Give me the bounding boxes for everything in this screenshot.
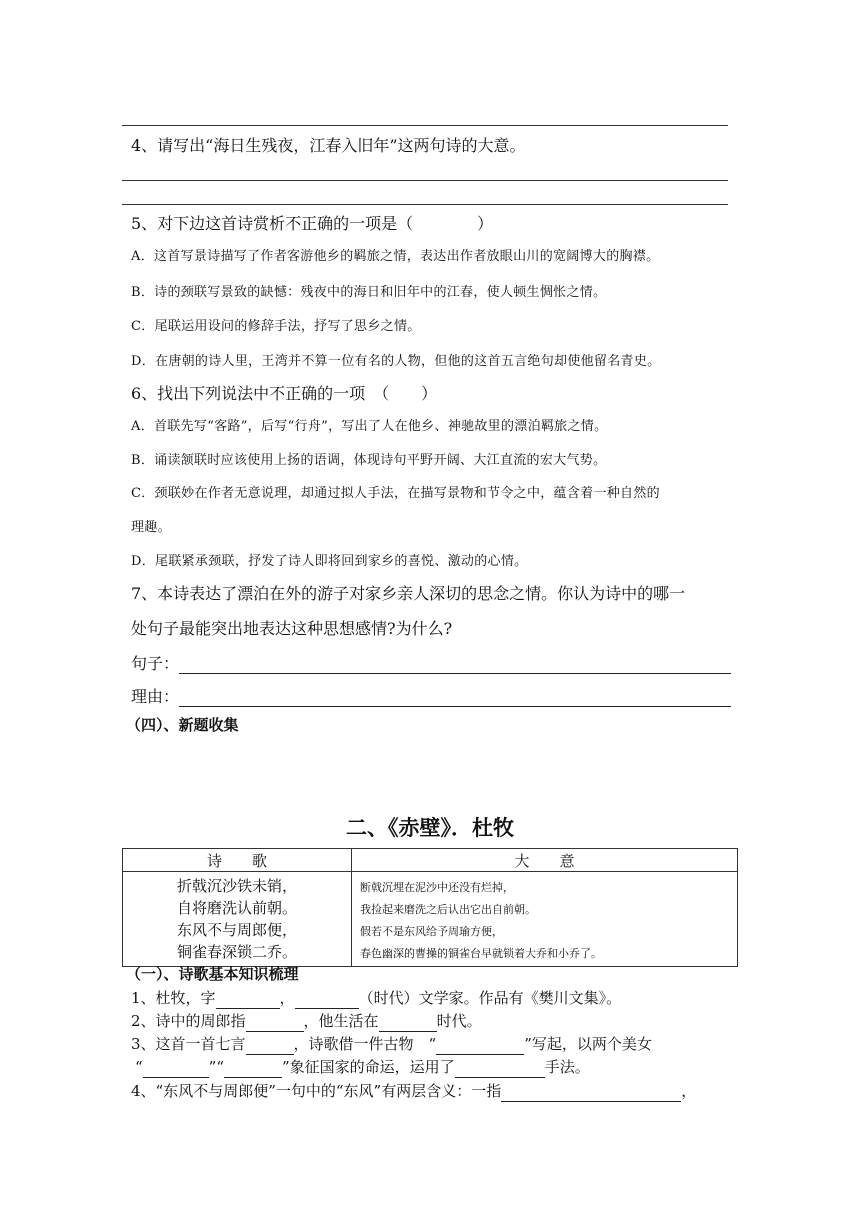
poem-line: 铜雀春深锁二乔。: [176, 943, 297, 961]
q5-option-d: D．在唐朝的诗人里，王湾并不算一位有名的人物，但他的这首五言绝句却使他留名青史。: [131, 354, 661, 369]
poem-table: [122, 848, 738, 967]
q6-option-c-cont: 理趣。: [131, 520, 171, 535]
meaning-column-header: 大 意: [352, 849, 738, 872]
basic-item-3: [131, 1033, 652, 1055]
basic-3-text-d: “: [135, 1058, 143, 1076]
reason-label: 理由：: [131, 687, 180, 706]
basic-item-2: [131, 1010, 482, 1032]
q6-option-c: C．颈联妙在作者无意说理，却通过拟人手法，在描写景物和节令之中，蕴含着一种自然的: [131, 486, 660, 501]
basic-3-text-a: 3、这首一首七言: [131, 1035, 246, 1053]
answer-line-top: [122, 125, 728, 126]
antique-blank[interactable]: [436, 1040, 524, 1055]
meaning-lines-cell: [352, 872, 738, 967]
dynasty-blank[interactable]: [295, 994, 359, 1009]
basic-item-4: [131, 1080, 696, 1102]
meaning-line: 断戟沉埋在泥沙中还没有烂掉，: [360, 880, 514, 894]
answer-line-q4-2: [122, 204, 728, 205]
poem-column-header: 诗 歌: [123, 849, 352, 872]
reason-blank[interactable]: [179, 692, 731, 707]
question-7-line-1: 7、本诗表达了漂泊在外的游子对家乡亲人深切的思念之情。你认为诗中的哪一: [131, 584, 686, 603]
basic-item-1: [131, 987, 621, 1009]
reason-answer-row: [131, 687, 731, 707]
meaning-line: 春色幽深的曹操的铜雀台早就锁着大乔和小乔了。: [360, 946, 602, 960]
poem-line: 折戟沉沙铁未销，: [176, 877, 297, 895]
sentence-answer-row: [131, 654, 731, 674]
meaning-line: 假若不是东风给予周瑜方便，: [360, 924, 503, 938]
part-2-title: 二、《赤壁》．杜牧: [346, 816, 514, 840]
beauty-1-blank[interactable]: [143, 1063, 209, 1078]
basic-2-text-c: 时代。: [436, 1012, 482, 1030]
basic-4-text-b: ，: [681, 1082, 697, 1100]
poem-lines-cell: [123, 872, 352, 967]
basic-2-text-b: ，他生活在: [303, 1012, 379, 1030]
basic-3-text-g: 手法。: [544, 1058, 590, 1076]
question-6: 6、找出下列说法中不正确的一项 （ ）: [131, 384, 438, 403]
q6-option-b: B．诵读颔联时应该使用上扬的语调，体现诗句平野开阔、大江直流的宏大气势。: [131, 453, 607, 468]
basic-3-text-b: ，诗歌借一件古物 “: [293, 1035, 437, 1053]
basic-4-text-a: 4、“东风不与周郎便”一句中的“东风”有两层含义：一指: [131, 1082, 502, 1100]
answer-line-q4-1: [122, 180, 728, 181]
question-5: 5、对下边这首诗赏析不正确的一项是（ ）: [131, 214, 494, 233]
courtesy-name-blank[interactable]: [216, 994, 280, 1009]
era-blank[interactable]: [379, 1017, 437, 1032]
basic-2-text-a: 2、诗中的周郎指: [131, 1012, 246, 1030]
basic-1-text-c: （时代）文学家。作品有《樊川文集》。: [358, 989, 622, 1007]
meaning-line: 我捡起来磨洗之后认出它出自前朝。: [360, 902, 536, 916]
east-wind-meaning-blank[interactable]: [501, 1087, 681, 1102]
beauty-2-blank[interactable]: [224, 1063, 282, 1078]
q5-option-b: B．诗的颈联写景致的缺憾：残夜中的海日和旧年中的江春，使人顿生惆怅之情。: [131, 285, 607, 300]
section-basic-knowledge-heading: （一）、诗歌基本知识梳理: [126, 965, 299, 983]
basic-3-text-f: ”象征国家的命运，运用了: [282, 1058, 455, 1076]
basic-1-text-a: 1、杜牧，字: [131, 989, 216, 1007]
basic-3-text-e: ”“: [208, 1058, 225, 1076]
zhoulang-blank[interactable]: [246, 1017, 304, 1032]
question-7-line-2: 处句子最能突出地表达这种思想感情?为什么?: [131, 619, 453, 638]
basic-1-text-b: ，: [279, 989, 295, 1007]
q6-option-d: D．尾联紧承颈联，抒发了诗人即将回到家乡的喜悦、激动的心情。: [131, 554, 528, 569]
q6-option-a: A．首联先写“客路”，后写“行舟”，写出了人在他乡、神驰故里的漂泊羁旅之情。: [131, 419, 608, 434]
sentence-blank[interactable]: [179, 659, 731, 674]
poem-form-blank[interactable]: [246, 1040, 294, 1055]
question-4: 4、请写出“海日生残夜，江春入旧年”这两句诗的大意。: [131, 136, 526, 155]
sentence-label: 句子：: [131, 654, 180, 673]
q5-option-a: A．这首写景诗描写了作者客游他乡的羁旅之情，表达出作者放眼山川的宽阔博大的胸襟。: [131, 249, 660, 264]
poem-line: 自将磨洗认前朝。: [176, 899, 297, 917]
basic-3-text-c: ”写起，以两个美女: [524, 1035, 652, 1053]
technique-blank[interactable]: [455, 1063, 545, 1078]
section-new-questions-heading: （四）、新题收集: [126, 716, 239, 734]
basic-item-3-cont: [135, 1056, 590, 1078]
q5-option-c: C．尾联运用设问的修辞手法，抒写了思乡之情。: [131, 319, 421, 334]
poem-table-body-row: [123, 872, 738, 967]
poem-line: 东风不与周郎便，: [176, 921, 297, 939]
poem-table-header-row: [123, 849, 738, 872]
